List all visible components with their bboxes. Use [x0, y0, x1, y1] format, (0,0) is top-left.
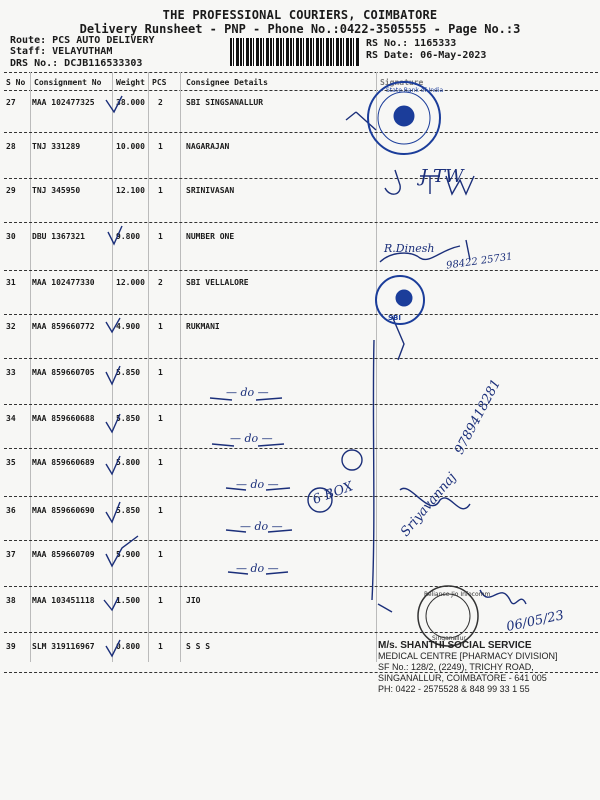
- row-weight: 5.850: [116, 506, 141, 515]
- tick-mark: [106, 414, 120, 432]
- row-pcs: 2: [158, 278, 163, 287]
- row-weight: 38.000: [116, 98, 145, 107]
- row-pcs: 1: [158, 186, 163, 195]
- row-pcs: 1: [158, 368, 163, 377]
- row-pcs: 1: [158, 322, 163, 331]
- row-weight: 1.500: [116, 596, 141, 605]
- row-sno: 29: [6, 186, 16, 195]
- row-pcs: 1: [158, 142, 163, 151]
- route-label: Route: PCS AUTO DELIVERY: [10, 35, 155, 46]
- shanthi-line4: SINGANALLUR, COIMBATORE - 641 005: [378, 673, 547, 683]
- row-weight: 12.000: [116, 278, 145, 287]
- row-sno: 39: [6, 642, 16, 651]
- row-sno: 32: [6, 322, 16, 331]
- col-consignee: Consignee Details: [186, 78, 268, 87]
- col-weight: Weight: [116, 78, 145, 87]
- row-sno: 31: [6, 278, 16, 287]
- col-sno: S No: [6, 78, 26, 87]
- row-pcs: 1: [158, 642, 163, 651]
- row-consignment: MAA 102477330: [32, 278, 95, 287]
- arrow-mark: [346, 112, 376, 130]
- row-weight: 5.900: [116, 550, 141, 559]
- arrow-mark: [378, 604, 392, 612]
- row-pcs: 1: [158, 232, 163, 241]
- sign-jtw: J TW: [420, 166, 464, 187]
- phone-row30: 98422 25731: [445, 251, 514, 272]
- reliance-stamp-loc: Singanallur: [432, 635, 466, 642]
- shanthi-name: M/s. SHANTHI SOCIAL SERVICE: [378, 640, 532, 651]
- row-consignment: MAA 859660689: [32, 458, 95, 467]
- col-signature: Signature: [380, 78, 424, 87]
- row-consignment: MAA 103451118: [32, 596, 95, 605]
- row-sno: 33: [6, 368, 16, 377]
- row-consignee: JIO: [186, 596, 201, 605]
- drs-number: DRS No.: DCJB116533303: [10, 58, 143, 69]
- sign-dinesh: R.Dinesh: [384, 242, 435, 255]
- row-consignee: NUMBER ONE: [186, 232, 235, 241]
- side-phone: 9789418281: [452, 376, 505, 458]
- row-sno: 36: [6, 506, 16, 515]
- runsheet-subtitle: Delivery Runsheet - PNP - Phone No.:0422-3505555 - Page No.:3: [79, 22, 521, 36]
- row-consignee: RUKMANI: [186, 322, 220, 331]
- row-pcs: 1: [158, 596, 163, 605]
- row-pcs: 1: [158, 506, 163, 515]
- row-consignment: MAA 859660705: [32, 368, 95, 377]
- row-weight: 0.800: [116, 642, 141, 651]
- row-weight: 5.850: [116, 368, 141, 377]
- row-consignment: MAA 859660690: [32, 506, 95, 515]
- row-consignee: NAGARAJAN: [186, 142, 230, 151]
- row-sno: 28: [6, 142, 16, 151]
- bracket-line: [372, 340, 374, 600]
- shanthi-stamp: [378, 640, 600, 695]
- sbi-stamp-top-text: State Bank of India: [386, 87, 444, 94]
- row-weight: 9.800: [116, 232, 141, 241]
- row-weight: 4.900: [116, 322, 141, 331]
- row-consignee: S S S: [186, 642, 211, 651]
- jio-date: 06/05/23: [505, 608, 566, 635]
- tick-mark: [106, 502, 120, 522]
- tick-mark: [106, 640, 120, 656]
- row-weight: 12.100: [116, 186, 145, 195]
- tick-mark: [106, 536, 141, 566]
- tick-mark: [108, 226, 122, 244]
- row-sno: 38: [6, 596, 16, 605]
- staff-label: Staff: VELAYUTHAM: [10, 46, 113, 57]
- row-pcs: 1: [158, 550, 163, 559]
- row-consignee: SRINIVASAN: [186, 186, 235, 195]
- shanthi-line5: PH: 0422 - 2575528 & 848 99 33 1 55: [378, 684, 530, 694]
- rs-date: RS Date: 06-May-2023: [366, 50, 487, 61]
- circle-plus: [342, 450, 362, 470]
- row-consignment: MAA 859660709: [32, 550, 95, 559]
- row-consignment: DBU 1367321: [32, 232, 85, 241]
- row-weight: 5.800: [116, 458, 141, 467]
- ditto-33: — do —: [226, 386, 269, 399]
- shanthi-line3: SF No.: 128/2, (2249), TRICHY ROAD,: [378, 662, 534, 672]
- row-consignment: TNJ 331289: [32, 142, 81, 151]
- row-consignment: SLM 319116967: [32, 642, 95, 651]
- row-sno: 34: [6, 414, 16, 423]
- sbi-stamp-mid-text: SBI: [388, 314, 401, 322]
- ditto-35: — do —: [236, 478, 279, 491]
- row-weight: 10.000: [116, 142, 145, 151]
- col-consignment: Consignment No: [34, 78, 102, 87]
- row-sno: 35: [6, 458, 16, 467]
- row-sno: 27: [6, 98, 16, 107]
- row-pcs: 1: [158, 458, 163, 467]
- tick-mark: [106, 456, 120, 474]
- row-consignment: MAA 102477325: [32, 98, 95, 107]
- tick-mark: [104, 598, 118, 610]
- tick-mark: [106, 318, 120, 332]
- row-pcs: 1: [158, 414, 163, 423]
- company-title: THE PROFESSIONAL COURIERS, COIMBATORE: [162, 8, 438, 22]
- tick-mark: [106, 366, 120, 384]
- ditto-34: — do —: [230, 432, 273, 445]
- row-sno: 30: [6, 232, 16, 241]
- row-consignment: MAA 859660772: [32, 322, 95, 331]
- box-note: 6 BOX: [310, 479, 356, 508]
- row-consignee: SBI SINGSANALLUR: [186, 98, 264, 107]
- row-weight: 5.850: [116, 414, 141, 423]
- row-consignment: TNJ 345950: [32, 186, 81, 195]
- shanthi-line2: MEDICAL CENTRE [PHARMACY DIVISION]: [378, 651, 558, 661]
- ditto-37: — do —: [236, 562, 279, 575]
- col-pcs: PCS: [152, 78, 167, 87]
- row-sno: 37: [6, 550, 16, 559]
- row-consignment: MAA 859660688: [32, 414, 95, 423]
- row-consignee: SBI VELLALORE: [186, 278, 249, 287]
- reliance-stamp-text: Reliance Jio Infocomm: [424, 591, 491, 598]
- side-name: Sriyavannaj: [398, 470, 460, 540]
- ditto-36: — do —: [240, 520, 283, 533]
- tick-mark: [106, 96, 122, 112]
- row-pcs: 2: [158, 98, 163, 107]
- rs-number: RS No.: 1165333: [366, 38, 457, 49]
